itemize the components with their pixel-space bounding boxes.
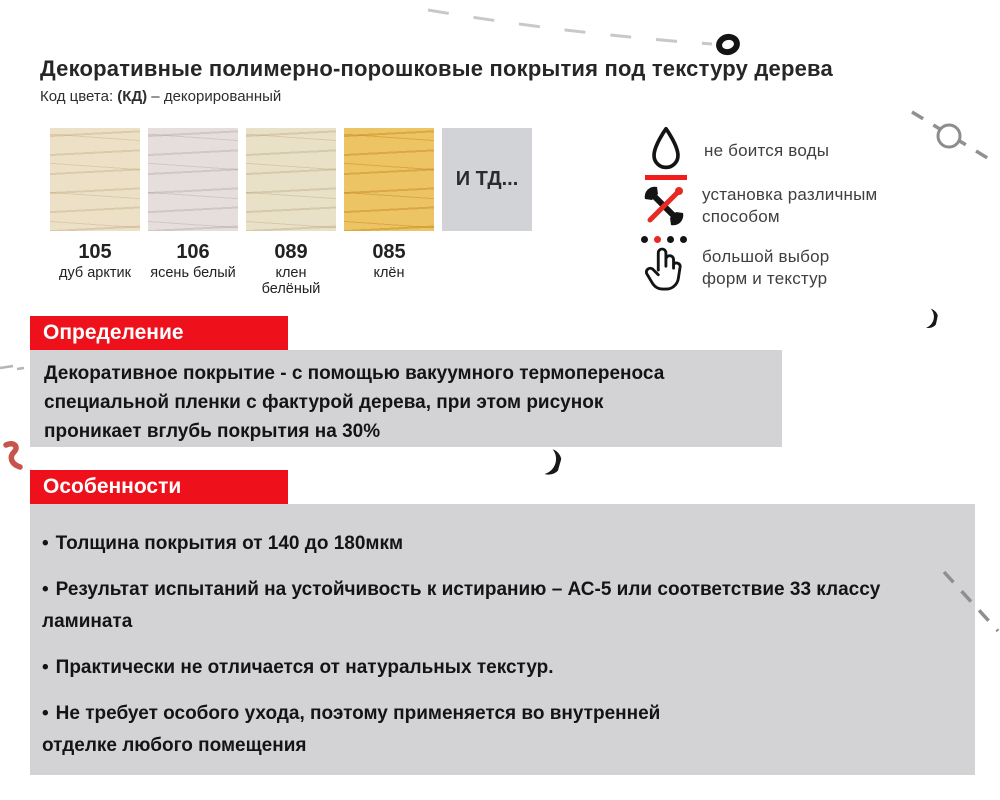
bullet-dot: • <box>42 578 49 600</box>
wood-swatch-085 <box>344 128 434 231</box>
feature-label: установка различным способом <box>702 185 878 227</box>
feature-bullet: • Не требует особого ухода, поэтому применяется во внутренней отделке любого помещения <box>42 702 661 757</box>
swatch-code: 085 <box>372 241 406 263</box>
swatch-row <box>50 128 532 297</box>
swatch-cell <box>246 128 336 297</box>
color-code: (КД) <box>117 88 148 105</box>
definition-panel <box>30 350 782 447</box>
feature-bullet: • Толщина покрытия от 140 до 180мкм <box>42 533 404 554</box>
page-title: Декоративные полимерно-порошковые покрытия под текстуру дерева <box>40 56 833 81</box>
red-squiggle-decoration <box>2 440 28 472</box>
feature-label: большой выбор форм и текстур <box>702 247 830 289</box>
subtitle-suffix: – декорированный <box>147 88 282 105</box>
swatch-code: 105 <box>78 241 112 263</box>
subtitle-prefix: Код цвета: <box>40 88 118 105</box>
swatch-cell <box>344 128 434 297</box>
definition-header: Определение <box>30 316 288 350</box>
water-drop-icon <box>640 126 692 180</box>
swatch-cell <box>148 128 238 297</box>
feature-bullet: • Результат испытаний на устойчивость к истиранию – АС-5 или соответствие 33 классу ламината <box>42 578 881 633</box>
wrench-screwdriver-icon <box>638 182 690 230</box>
bullet-dot: • <box>42 657 49 679</box>
etc-box: И ТД... <box>442 128 532 231</box>
feature-choice <box>638 236 878 295</box>
swatch-code: 106 <box>176 241 210 263</box>
hand-pointer-icon <box>638 236 690 295</box>
circle-dashed-line-decoration <box>902 106 1000 168</box>
swatch-name: клен белёный <box>261 265 321 297</box>
swatch-name: клён <box>373 265 405 281</box>
wood-swatch-106 <box>148 128 238 231</box>
bullet-dot: • <box>42 702 49 724</box>
features-header: Особенности <box>30 470 288 504</box>
feature-label: не боится воды <box>704 141 830 160</box>
swatch-name: ясень белый <box>150 265 236 281</box>
feature-water <box>640 126 829 180</box>
dashed-arc-decoration <box>420 2 720 52</box>
swatch-cell <box>50 128 140 297</box>
feature-install <box>638 182 922 230</box>
dashed-line-decoration <box>938 565 1000 635</box>
swatch-cell <box>442 128 532 297</box>
gray-dashes-decoration <box>0 358 30 378</box>
feature-bullet: • Практически не отличается от натуральных текстур. <box>42 657 554 679</box>
wood-swatch-105 <box>50 128 140 231</box>
definition-text: Декоративное покрытие - с помощью вакуумного термопереноса специальной пленки с фактурой дерева, при этом рисунок проникает вглубь покрытия на 30% <box>44 363 665 442</box>
red-underline <box>645 175 687 180</box>
wood-swatch-089 <box>246 128 336 231</box>
bullet-dot: • <box>42 533 49 554</box>
dots-decoration <box>641 236 687 243</box>
features-panel <box>30 504 975 775</box>
color-code-subtitle <box>40 88 281 105</box>
swatch-name: дуб арктик <box>59 265 131 281</box>
comma-decoration <box>537 446 564 478</box>
swatch-code: 089 <box>274 241 308 263</box>
comma-decoration <box>920 307 939 331</box>
